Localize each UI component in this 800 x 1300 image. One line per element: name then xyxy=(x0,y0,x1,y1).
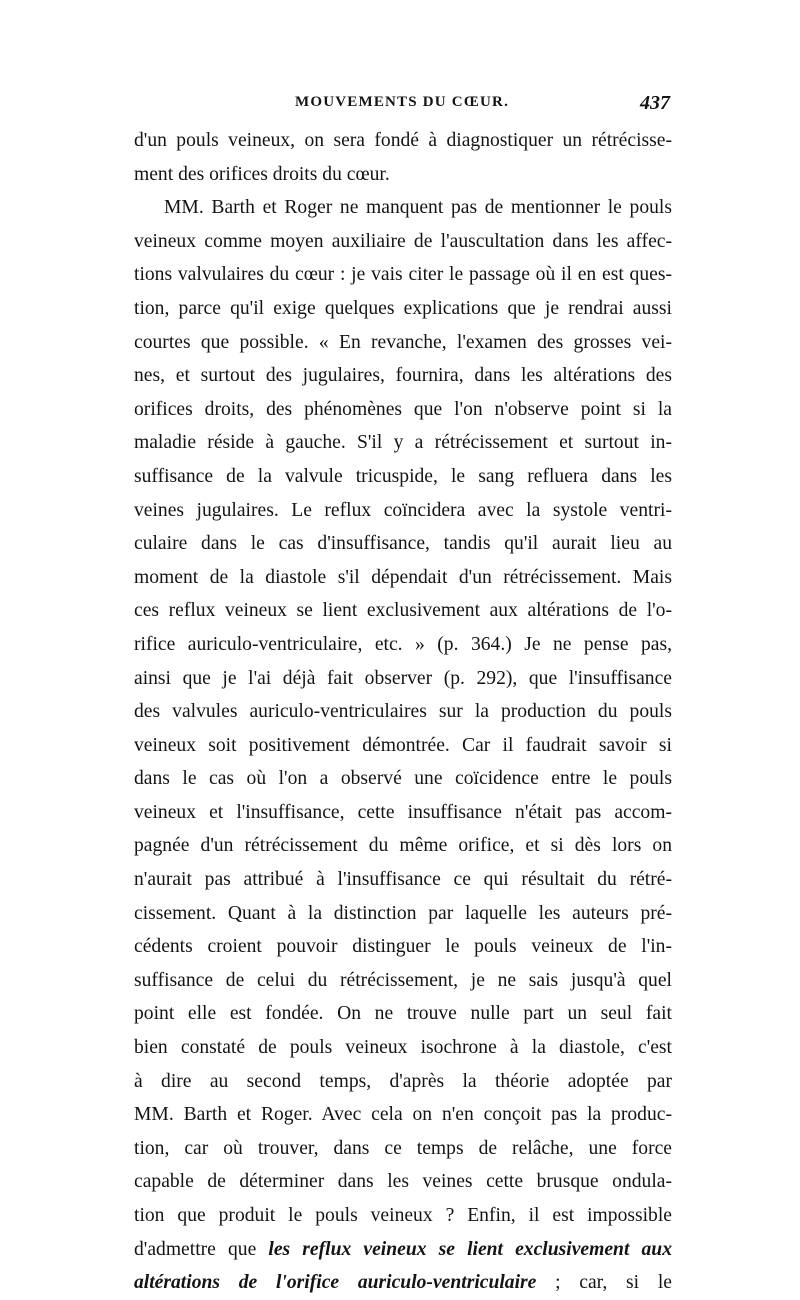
text-line: nes, et surtout des jugulaires, fournira, dans les altérations des xyxy=(134,365,672,387)
text-line: capable de déterminer dans les veines cette brusque ondula- xyxy=(134,1171,672,1193)
text-line: veineux comme moyen auxiliaire de l'auscultation dans les affec- xyxy=(134,230,672,252)
text-line: cissement. Quant à la distinction par laquelle les auteurs pré- xyxy=(134,902,672,924)
text-line: ment des orifices droits du cœur. xyxy=(134,163,390,185)
body-text xyxy=(134,124,672,1300)
text-line: cédents croient pouvoir distinguer le pouls veineux de l'in- xyxy=(134,936,672,958)
text-line: culaire dans le cas d'insuffisance, tandis qu'il aurait lieu au xyxy=(134,533,672,555)
text-line: MM. Barth et Roger. Avec cela on n'en conçoit pas la produc- xyxy=(134,1104,672,1126)
text-line: des valvules auriculo-ventriculaires sur la production du pouls xyxy=(134,701,672,723)
emphasized-quote: altérations de l'orifice auriculo-ventriculaire xyxy=(134,1272,537,1294)
text-line: tions valvulaires du cœur : je vais citer le passage où il en est ques- xyxy=(134,264,672,286)
text-line: n'aurait pas attribué à l'insuffisance ce qui résultait du rétré- xyxy=(134,869,672,891)
text-run: ; car, si le xyxy=(536,1272,672,1294)
text-line: veineux soit positivement démontrée. Car il faudrait savoir si xyxy=(134,734,672,756)
running-head xyxy=(134,94,670,122)
text-line: ces reflux veineux se lient exclusivement aux altérations de l'o- xyxy=(134,600,672,622)
text-line: moment de la diastole s'il dépendait d'un rétrécissement. Mais xyxy=(134,566,672,588)
text-line: maladie réside à gauche. S'il y a rétrécissement et surtout in- xyxy=(134,432,672,454)
text-line: courtes que possible. « En revanche, l'examen des grosses vei- xyxy=(134,331,672,353)
text-line: d'un pouls veineux, on sera fondé à diagnostiquer un rétrécisse- xyxy=(134,130,672,151)
text-line: suffisance de celui du rétrécissement, je ne sais jusqu'à quel xyxy=(134,969,672,991)
running-title: MOUVEMENTS DU CŒUR. xyxy=(294,94,510,110)
text-line: veineux et l'insuffisance, cette insuffisance n'était pas accom- xyxy=(134,801,672,823)
text-line: à dire au second temps, d'après la théorie adoptée par xyxy=(134,1070,672,1092)
text-line xyxy=(134,1266,672,1300)
text-line: ainsi que je l'ai déjà fait observer (p. 292), que l'insuffisance xyxy=(134,667,672,689)
text-line xyxy=(134,1233,672,1267)
text-line: tion, parce qu'il exige quelques explications que je rendrai aussi xyxy=(134,297,672,319)
text-line: tion que produit le pouls veineux ? Enfin, il est impossible xyxy=(134,1205,672,1226)
emphasized-quote: les reflux veineux se lient exclusivement aux xyxy=(268,1238,672,1260)
text-line: pagnée d'un rétrécissement du même orifice, et si dès lors on xyxy=(134,835,672,857)
text-line: tion, car où trouver, dans ce temps de relâche, une force xyxy=(134,1137,672,1159)
text-line: MM. Barth et Roger ne manquent pas de mentionner le pouls xyxy=(164,197,672,219)
text-line: rifice auriculo-ventriculaire, etc. » (p. 364.) Je ne pense pas, xyxy=(134,633,672,655)
text-line: point elle est fondée. On ne trouve nulle part un seul fait xyxy=(134,1003,672,1025)
text-line: suffisance de la valvule tricuspide, le sang refluera dans les xyxy=(134,465,672,487)
text-run: d'admettre que xyxy=(134,1238,269,1260)
text-line: orifices droits, des phénomènes que l'on n'observe point si la xyxy=(134,398,672,420)
page-number: 437 xyxy=(640,92,670,114)
text-line: dans le cas où l'on a observé une coïcidence entre le pouls xyxy=(134,768,672,790)
text-line: bien constaté de pouls veineux isochrone à la diastole, c'est xyxy=(134,1037,672,1059)
text-line: veines jugulaires. Le reflux coïncidera avec la systole ventri- xyxy=(134,499,672,521)
